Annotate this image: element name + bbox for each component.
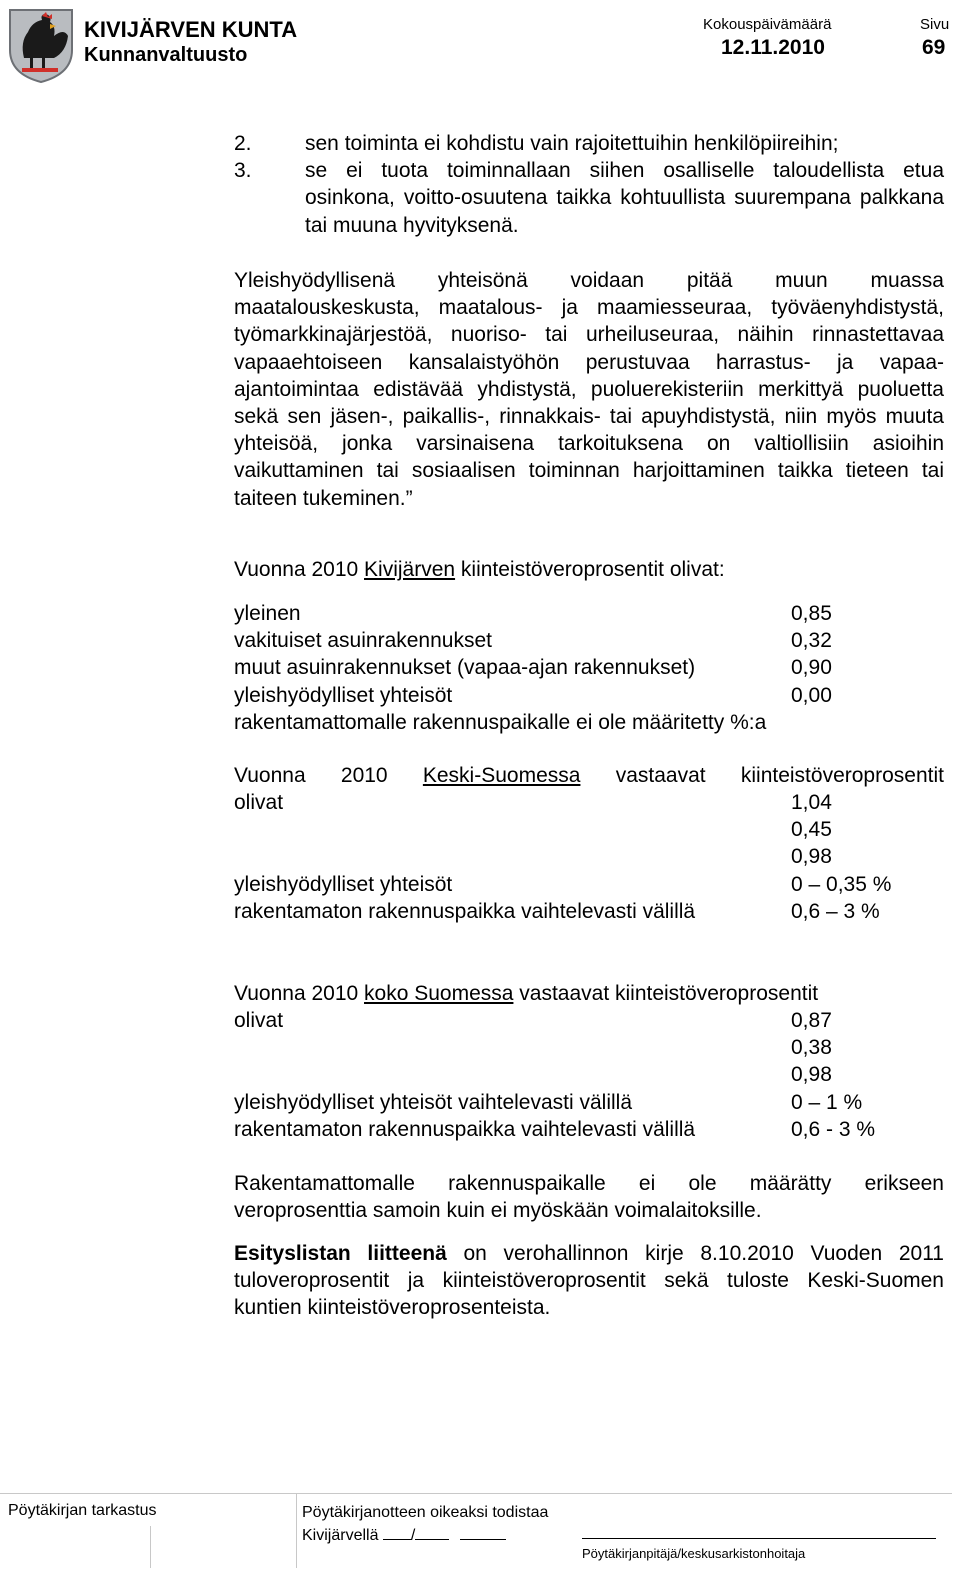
rate-note-row <box>234 709 944 736</box>
keski-suomi-year: 2010 <box>340 764 388 787</box>
attachment-heading: Esityslistan liitteenä <box>234 1242 447 1265</box>
rate-row <box>234 1034 944 1061</box>
page-label: Sivu <box>920 16 950 33</box>
rate-value: 0,98 <box>791 845 832 869</box>
rate-value: 0 – 0,35 % <box>791 872 892 896</box>
footer-divider <box>150 1526 151 1568</box>
koko-suomi-intro <box>234 980 944 1007</box>
rate-row <box>234 843 944 870</box>
definition-paragraph: Yleishyödyllisenä yhteisönä voidaan pitää muun muassa maatalouskeskusta, maatalous- ja maamiesseuraa, työväenyhdistystä, työmarkkinajärjestöä, nuoriso- tai urheiluseuraa, näihin rinnastettavaa vapaaehtoiseen kansalaistyöhön perustuvaa harrastus- ja vapaa-ajantoimintaa edistävää yhdistystä, puoluerekisteriin merkittyä puoluetta sekä sen jäsen-, paikallis-, rinnakkais- tai apuyhdistystä, niin myös muuta yhteisöä, jonka varsinaisena tarkoituksena on valtiollisiin asioihin vaikuttaminen tai sosiaalisen toiminnan harjoittaminen taikka tieteen tai taiteen tukeminen.” <box>234 269 944 510</box>
list-item-number: 2. <box>234 132 252 155</box>
list-item-text: sen toiminta ei kohdistu vain rajoitettuihin henkilöpiireihin; <box>305 132 839 155</box>
municipality-coat-of-arms <box>6 6 76 84</box>
list-item-number: 3. <box>234 159 252 183</box>
year-blank[interactable] <box>460 1523 506 1540</box>
list-item <box>234 157 944 239</box>
rate-note: rakentamattomalle rakennuspaikalle ei ole määritetty %:a <box>234 710 767 734</box>
rate-value: 0,45 <box>791 818 832 842</box>
day-blank[interactable] <box>383 1523 411 1540</box>
signature-line <box>582 1538 936 1539</box>
rate-row <box>234 1061 944 1088</box>
rate-label: yleinen <box>234 602 301 625</box>
certification-block <box>302 1502 548 1546</box>
keski-suomi-word: kiinteistöveroprosentit <box>740 764 944 787</box>
rate-label: olivat <box>234 1009 284 1032</box>
rate-label: yleishyödylliset yhteisöt <box>234 683 453 707</box>
list-item-text: se ei tuota toiminnallaan siihen osalliselle taloudellista etua osinkona, voitto-osuutena taikka kohtuullista suurempana palkkana tai muuna hyvityksenä. <box>305 159 944 237</box>
page-footer <box>0 1493 952 1568</box>
rate-row <box>234 682 944 709</box>
keski-suomi-word: Vuonna <box>234 764 306 787</box>
rate-value: 0,98 <box>791 1063 832 1087</box>
rate-label: vakituiset asuinrakennukset <box>234 629 492 653</box>
rate-value: 0,00 <box>791 683 832 707</box>
koko-suomi-place: koko Suomessa <box>364 982 514 1005</box>
rate-value: 0,85 <box>791 602 832 625</box>
kivijarvi-intro-before: Vuonna 2010 <box>234 558 365 581</box>
keski-suomi-rates-table <box>234 789 944 925</box>
organization-body: Kunnanvaltuusto <box>84 44 248 66</box>
kivijarvi-place: Kivijärven <box>364 558 456 581</box>
kivijarvi-rates-table <box>234 600 944 736</box>
rate-row <box>234 654 944 681</box>
certify-label: Pöytäkirjanotteen oikeaksi todistaa <box>302 1504 549 1521</box>
organization-name: KIVIJÄRVEN KUNTA <box>84 17 298 42</box>
rate-row <box>234 600 944 627</box>
list-item <box>234 130 944 157</box>
review-label: Pöytäkirjan tarkastus <box>8 1502 157 1519</box>
rate-row <box>234 1089 944 1116</box>
meeting-date-label: Kokouspäivämäärä <box>703 16 832 33</box>
document-header-organization <box>84 16 297 67</box>
rate-label: rakentamaton rakennuspaikka vaihtelevasti välillä <box>234 899 696 923</box>
rate-row <box>234 789 944 816</box>
kivijarvi-intro-after: kiinteistöveroprosentit olivat: <box>455 558 725 581</box>
rate-row <box>234 816 944 843</box>
rate-label: yleishyödylliset yhteisöt <box>234 872 453 896</box>
rate-value: 0,6 - 3 % <box>791 1117 876 1141</box>
rate-row <box>234 1007 944 1034</box>
rate-value: 0,32 <box>791 629 832 653</box>
attachment-paragraph <box>234 1240 944 1322</box>
kivijarvi-intro <box>234 556 944 583</box>
koko-suomi-intro-after: vastaavat kiinteistöveroprosentit <box>513 982 819 1005</box>
koko-suomi-rates-table <box>234 1007 944 1143</box>
keski-suomi-place: Keski-Suomessa <box>422 764 581 787</box>
date-separator: / <box>410 1527 416 1544</box>
criteria-list <box>234 130 944 239</box>
unbuilt-plot-note: Rakentamattomalle rakennuspaikalle ei ole määrätty erikseen veroprosenttia samoin kuin ei myöskään voimalaitoksille. <box>234 1172 944 1223</box>
signer-label: Pöytäkirjanpitäjä/keskusarkistonhoitaja <box>582 1546 806 1561</box>
page-number: 69 <box>922 36 946 59</box>
rate-value: 1,04 <box>791 791 832 814</box>
meeting-date: 12.11.2010 <box>721 36 825 59</box>
rate-label: yleishyödylliset yhteisöt vaihtelevasti välillä <box>234 1090 633 1114</box>
attachment-text: on verohallinnon kirje 8.10.2010 Vuoden 2011 tuloveroprosentit ja kiinteistöveroprosentit sekä tuloste Keski-Suomen kuntien kiinteistöveroprosenteista. <box>234 1242 944 1320</box>
rate-label: rakentamaton rakennuspaikka vaihtelevasti välillä <box>234 1117 696 1141</box>
rate-value: 0,38 <box>791 1036 832 1060</box>
month-blank[interactable] <box>415 1523 449 1540</box>
rate-value: 0,90 <box>791 656 832 680</box>
rate-row <box>234 627 944 654</box>
rate-value: 0,87 <box>791 1009 832 1032</box>
keski-suomi-word: vastaavat <box>615 764 706 787</box>
koko-suomi-intro-before: Vuonna 2010 <box>234 982 365 1005</box>
footer-divider <box>296 1494 297 1568</box>
rate-row <box>234 871 944 898</box>
rate-value: 0 – 1 % <box>791 1090 863 1114</box>
rate-row <box>234 898 944 925</box>
rate-label: muut asuinrakennukset (vapaa-ajan rakennukset) <box>234 656 696 680</box>
rate-value: 0,6 – 3 % <box>791 899 880 923</box>
rate-row <box>234 1116 944 1143</box>
keski-suomi-intro <box>234 762 944 789</box>
certify-place: Kivijärvellä <box>302 1527 379 1544</box>
rate-label: olivat <box>234 791 284 814</box>
